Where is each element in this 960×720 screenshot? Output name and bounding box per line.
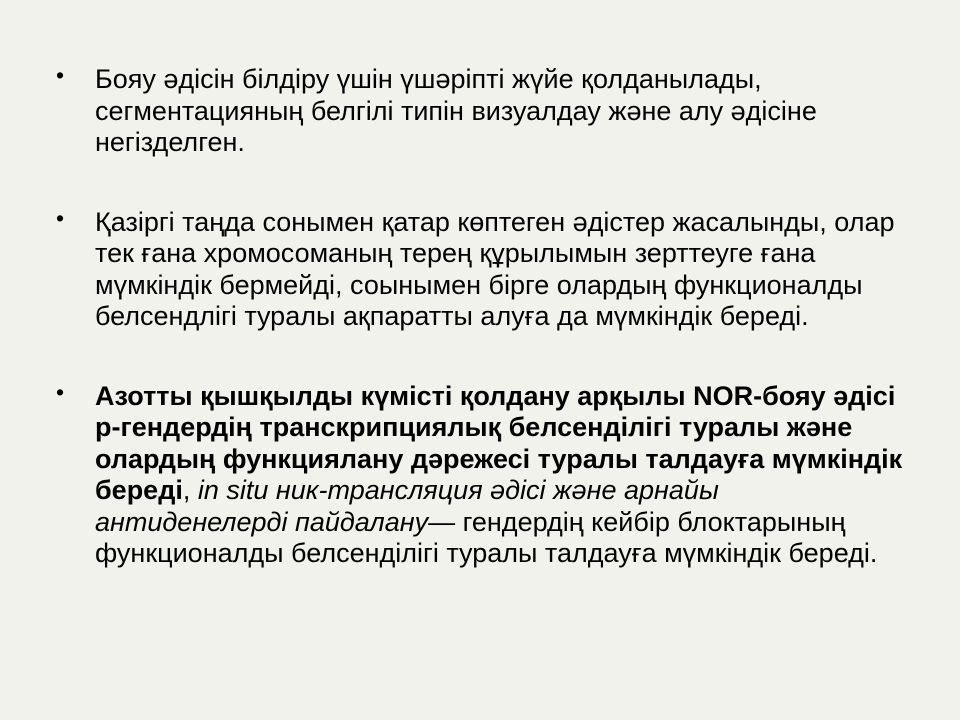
bullet-italic-text: in situ ник-трансляция әдісі және арнайы антиденелерді пайдалану xyxy=(95,475,719,537)
bullet-text: Қазіргі таңда сонымен қатар көптеген әдістер жасалынды, олар тек ғана хромосоманың терең құрылымын зерттеуге ғана мүмкіндік бермейді, соынымен бірге олардың функционалды белсендлігі туралы ақпаратты алуға да мүмкіндік береді. xyxy=(95,206,895,331)
bullet-comma: , xyxy=(182,475,198,505)
bullet-item-2 xyxy=(56,204,916,333)
bullet-list xyxy=(56,64,916,618)
bullet-bold-text: Азотты қышқылды күмісті қолдану арқылы NOR-бояу әдісі р-гендердің транскрипциялық белсенділігі туралы және олардың функциялану дәрежесі туралы талдауға мүмкіндік береді xyxy=(95,380,903,505)
bullet-item-3 xyxy=(56,378,916,570)
bullet-icon: • xyxy=(56,62,65,88)
bullet-icon: • xyxy=(56,378,65,405)
bullet-item-1 xyxy=(56,64,916,159)
bullet-icon: • xyxy=(56,204,65,231)
bullet-rest-text: — гендердің кейбір блоктарының функционалды белсенділігі туралы талдауға мүмкіндік береді. xyxy=(95,506,878,568)
bullet-text: Бояу әдісін білдіру үшін үшәріпті жүйе қолданылады, сегментацияның белгілі типін визуалдау және алу әдісіне негізделген. xyxy=(95,64,817,157)
